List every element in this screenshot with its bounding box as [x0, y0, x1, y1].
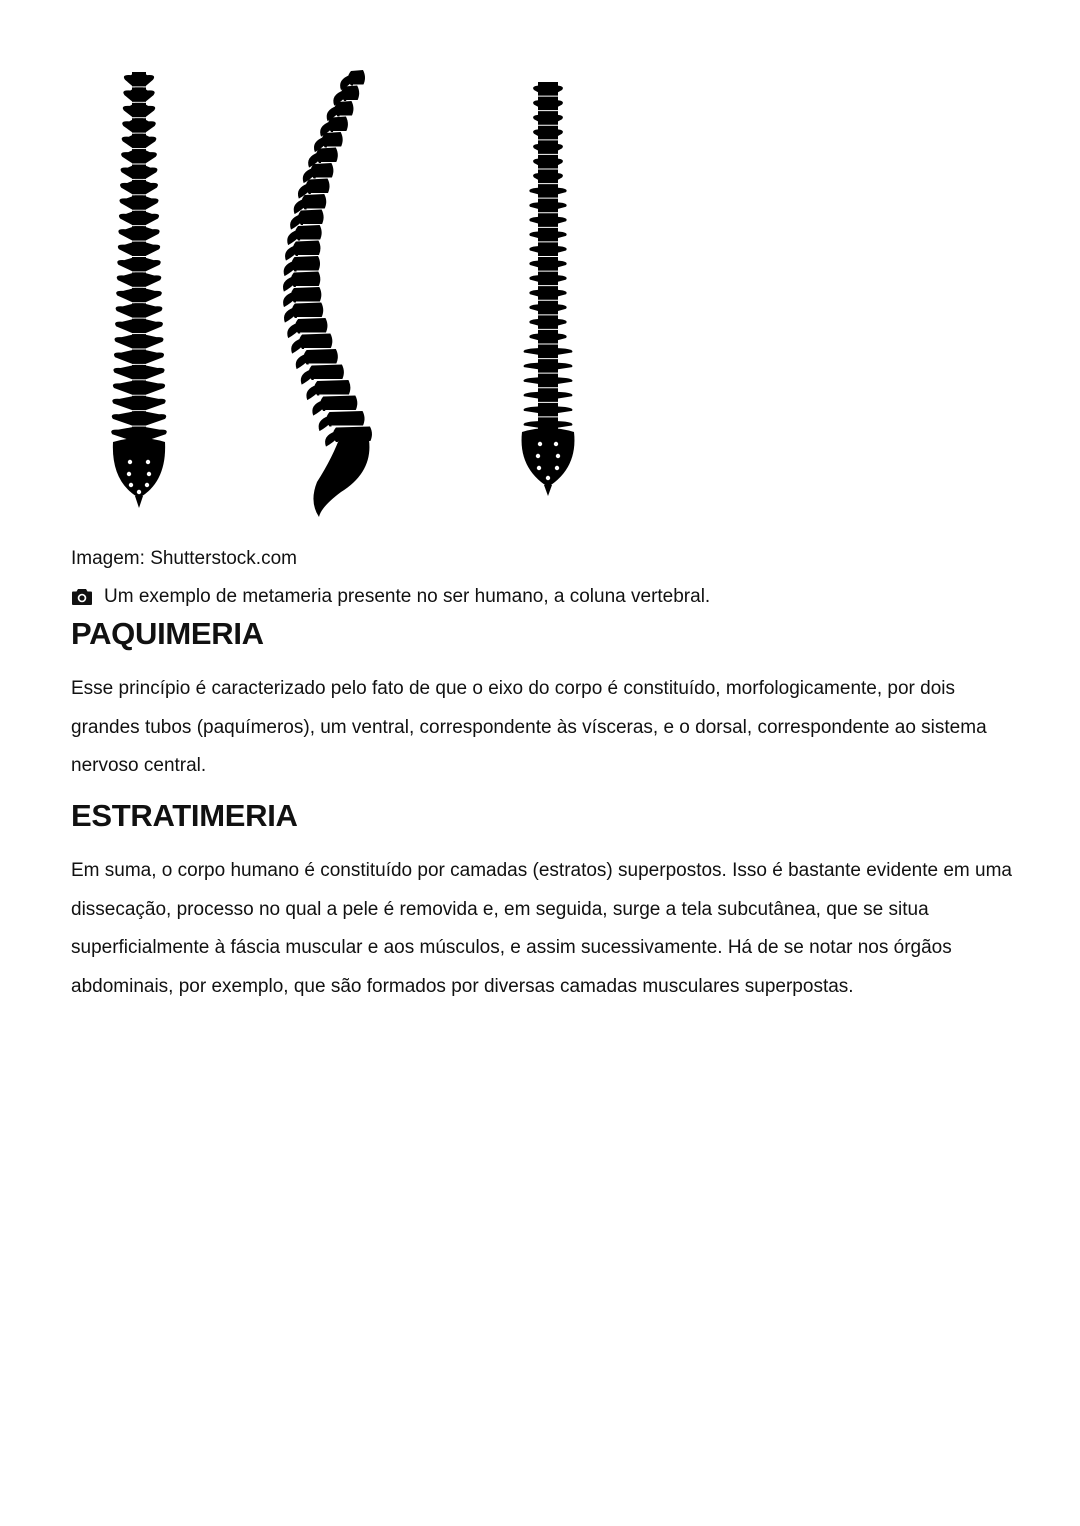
image-credit: Imagem: Shutterstock.com	[71, 548, 297, 569]
figure-caption	[71, 583, 710, 611]
paragraph-estratimeria: Em suma, o corpo humano é constituído por camadas (estratos) superpostos. Isso é bastante evidente em uma dissecação, processo no qual a pele é removida e, em seguida, surge a tela subcutânea, que se situa superficialmente à fáscia muscular e aos músculos, e assim sucessivamente. Há de se notar nos órgãos abdominais, por exemplo, que são formados por diversas camadas musculares superpostas.	[71, 860, 1012, 997]
heading-estratimeria: ESTRATIMERIA	[71, 798, 298, 833]
heading-paquimeria: PAQUIMERIA	[71, 616, 264, 651]
camera-icon	[71, 587, 93, 607]
paragraph-paquimeria: Esse princípio é caracterizado pelo fato de que o eixo do corpo é constituído, morfologicamente, por dois grandes tubos (paquímeros), um ventral, correspondente às vísceras, e o dorsal, correspondente ao sistema nervoso central.	[71, 678, 987, 776]
spine-figure	[71, 62, 631, 522]
caption-text: Um exemplo de metameria presente no ser humano, a coluna vertebral.	[104, 586, 711, 607]
spine-illustration	[71, 62, 631, 522]
